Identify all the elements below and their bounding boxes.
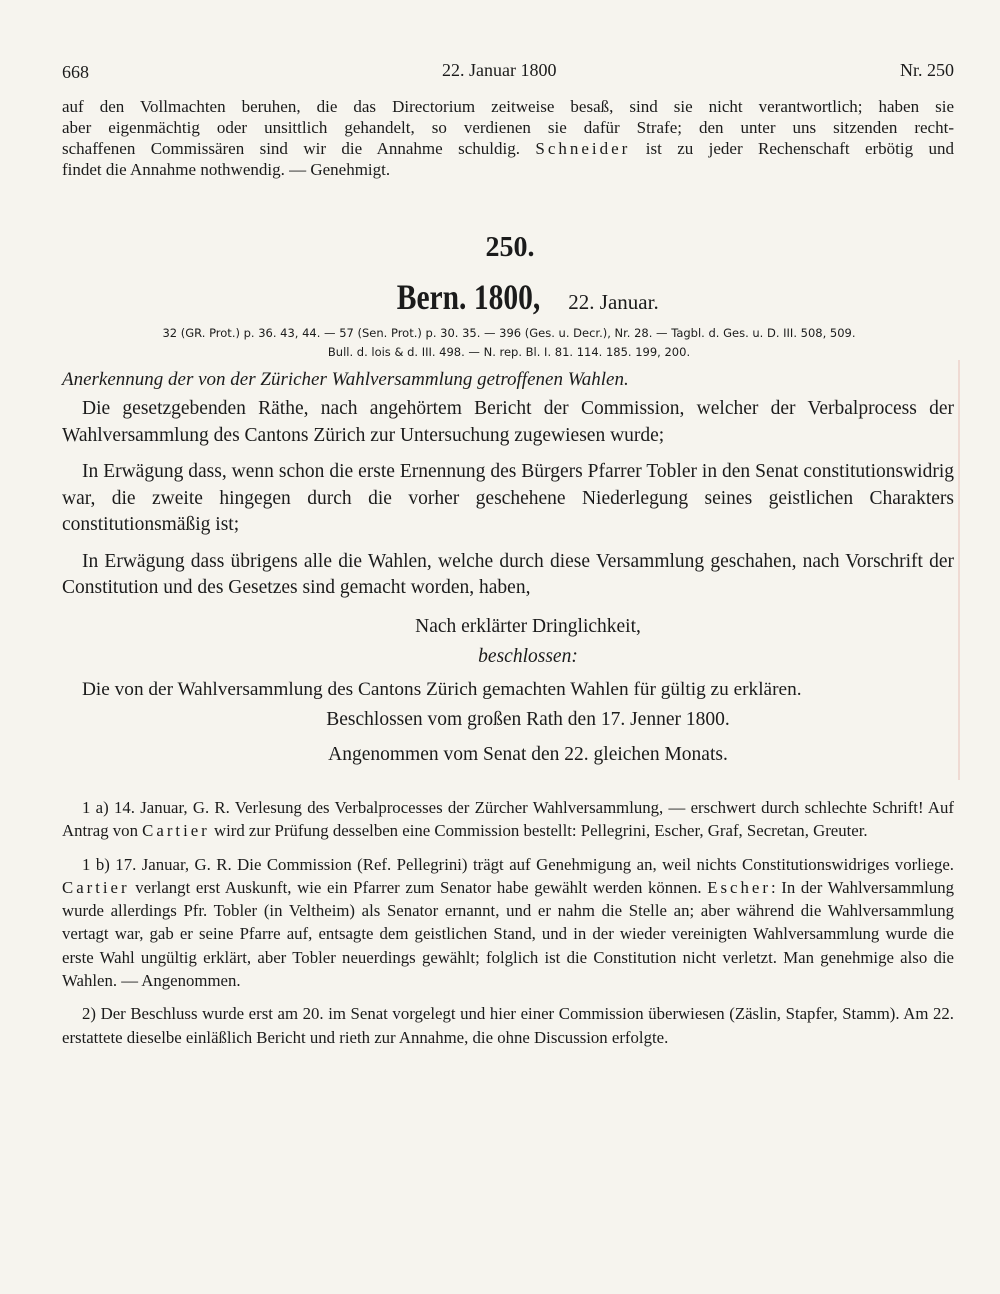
speaker-name: Cartier [142,821,210,841]
footnotes [62,796,954,1049]
closing-senate: Angenommen vom Senat den 22. gleichen Monats. [328,743,728,765]
carryover-line [62,138,954,159]
bleed-through-mark [958,360,960,780]
recital-paragraph: Die gesetzgebenden Räthe, nach angehörtem Bericht der Commission, welcher der Verbalprocess der Wahlversammlung des Cantons Zürich zur Untersuchung zugewiesen wurde; [62,398,954,446]
resolved-clause: beschlossen: [478,646,578,667]
speaker-name: Cartier [62,877,130,897]
entry-subject: Anerkennung der von der Züricher Wahlversammlung getroffenen Wahlen. [62,369,629,390]
reference-line: 32 (GR. Prot.) p. 36. 43, 44. — 57 (Sen. Prot.) p. 30. 35. — 396 (Ges. u. Decr.), Nr. 28. — Tagbl. d. Ges. u. D. III. 508, 509. [162,326,856,340]
closing-council: Beschlossen vom großen Rath den 17. Jenner 1800. [326,709,730,730]
carryover-text: schaffenen Commissären sind wir die Annahme schuldig. [62,139,520,158]
page-number: 668 [62,62,89,82]
footnote-text: verlangt erst Auskunft, wie ein Pfarrer zum Senator habe gewählt werden können. [135,877,702,897]
footnote-1a [62,796,954,843]
carryover-line: aber eigenmächtig oder unsittlich gehandelt, so verdienen sie dafür Strafe; den unter uns sitzenden recht- [62,118,954,137]
footnote-text: : In der Wahlversammlung wurde allerdings Pfr. Tobler (in Veltheim) als Senator ernannt, und er nahm die Stelle an; aber während die Wahlversammlung vertagt war, gab er seine Pfarre auf, entsagte dem geistlichen Stand, und in der wieder vereinigten Wahlversammlung wurde die erste Wahl ungültig erklärt, aber Tobler neuerdings gewählt; folglich ist die Constitution nicht verletzt. Man genehmige also die Wahlen. — Angenommen. [62,877,954,991]
entry-number: 250. [485,232,535,263]
entry-date: 22. Januar. [568,290,659,314]
carryover-text: ist zu jeder Rechenschaft erbötig und [645,139,955,158]
carryover-paragraph [62,96,954,180]
decision-text: Die von der Wahlversammlung des Cantons Zürich gemachten Wahlen für gültig zu erklären. [82,678,802,700]
entry-place: Bern. 1800, [397,277,541,317]
carryover-line: findet die Annahme nothwendig. — Genehmigt. [62,160,391,179]
footnote-text: wird zur Prüfung desselben eine Commission bestellt: Pellegrini, Escher, Graf, Secretan, Greuter. [213,821,868,841]
footnote-1b [62,853,954,993]
speaker-name: Schneider [535,139,631,158]
footnote-2: 2) Der Beschluss wurde erst am 20. im Senat vorgelegt und hier einer Commission überwiesen (Zäslin, Stapfer, Stamm). Am 22. erstattete dieselbe einläßlich Bericht und rieth zur Annahme, die ohne Discussion erfolgte. [62,1004,954,1047]
source-references [118,324,900,362]
speaker-name: Escher [707,877,771,897]
resolution-body [62,396,954,768]
recital-paragraph: In Erwägung dass, wenn schon die erste Ernennung des Bürgers Pfarrer Tobler in den Senat constitutionswidrig war, die zweite hingegen durch die vorher geschehene Niederlegung seines geistlichen Charakters constitutionsmäßig ist; [62,461,954,535]
carryover-line: auf den Vollmachten beruhen, die das Directorium zeitweise besaß, sind sie nicht verantwortlich; haben sie [62,97,954,116]
entry-heading [0,276,1000,318]
footnote-text: 1 a) 14. Januar, G. R. Verlesung des Verbalprocesses der Zürcher Wahlversammlung, — erschwert durch schlechte Schrift! Auf Antrag von [62,798,954,841]
urgency-clause: Nach erklärter Dringlichkeit, [415,615,641,637]
header-doc-number: Nr. 250 [900,60,954,80]
footnote-text: 1 b) 17. Januar, G. R. Die Commission (Ref. Pellegrini) trägt auf Genehmigung an, weil nichts Constitutionswidriges vorliege. [82,854,954,874]
recital-paragraph: In Erwägung dass übrigens alle die Wahlen, welche durch diese Versammlung geschahen, nach Vorschrift der Constitution und des Gesetzes sind gemacht worden, haben, [62,550,954,598]
running-header [62,60,954,84]
header-date: 22. Januar 1800 [442,60,557,80]
reference-line: Bull. d. lois & d. III. 498. — N. rep. Bl. I. 81. 114. 185. 199, 200. [327,345,691,359]
